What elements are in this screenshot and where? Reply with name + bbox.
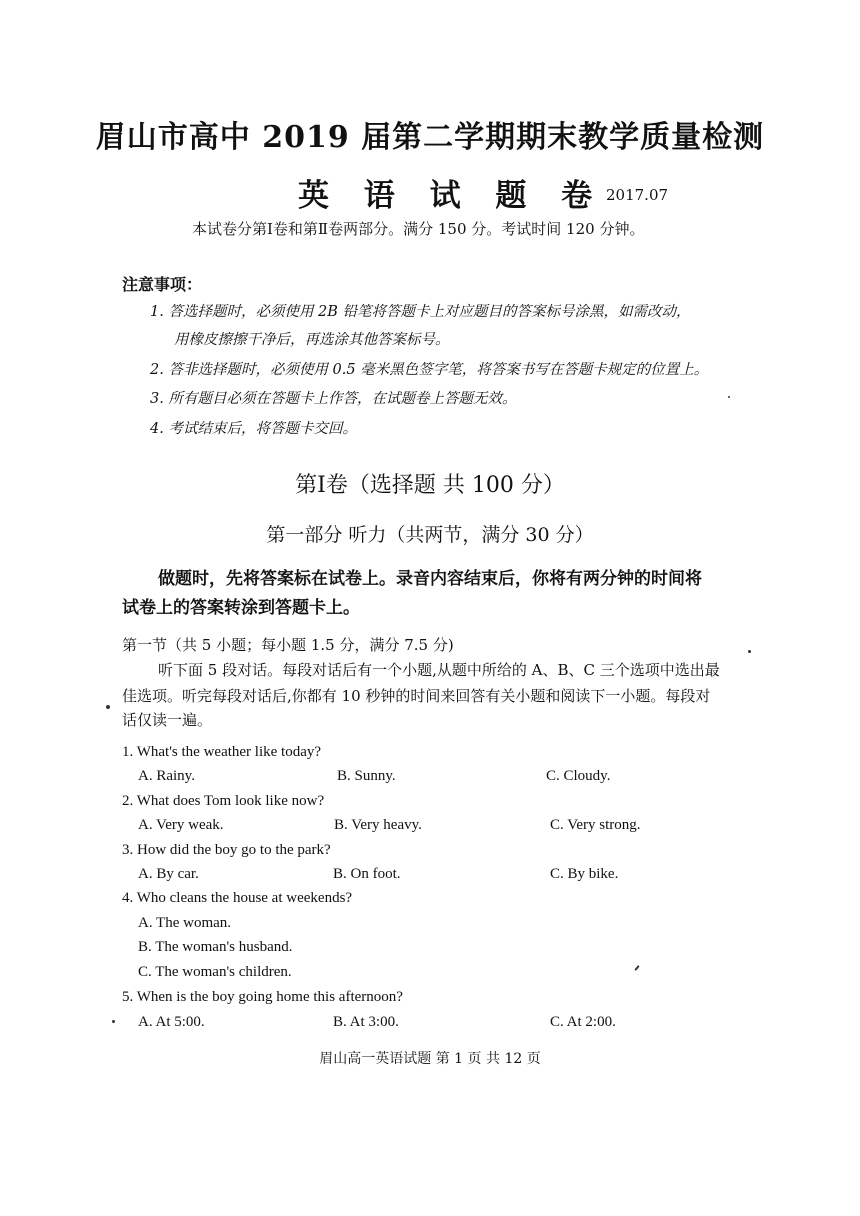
option-a: A. Very weak.	[138, 817, 224, 833]
option-b: B. At 3:00.	[333, 1014, 399, 1030]
question-text: 5. When is the boy going home this afternoon?	[122, 989, 403, 1005]
option-b: B. On foot.	[333, 866, 401, 882]
option-b: B. The woman's husband.	[138, 939, 293, 955]
option-c: C. The woman's children.	[138, 964, 292, 980]
question-text: 3. How did the boy go to the park?	[122, 842, 331, 858]
option-a: A. By car.	[138, 866, 199, 882]
option-a: A. The woman.	[138, 915, 232, 931]
section-heading: 第一节（共 5 小题；每小题 1.5 分，满分 7.5 分)	[122, 636, 454, 654]
question-text: 4. Who cleans the house at weekends?	[122, 890, 353, 906]
scan-speck	[728, 396, 730, 398]
option-c: C. By bike.	[550, 866, 619, 882]
section-paragraph-line: 听下面 5 段对话。每段对话后有一个小题,从题中所给的 A、B、C 三个选项中选出最	[158, 661, 720, 679]
option-b: B. Very heavy.	[334, 817, 422, 833]
exam-date: 2017.07	[606, 186, 669, 204]
notice-item: 2. 答非选择题时，必须使用 0.5 毫米黑色签字笔，将答案书写在答题卡规定的位置上。	[150, 362, 709, 378]
exam-title: 眉山市高中 2019 届第二学期期末教学质量检测	[95, 120, 765, 155]
part-title: 第一部分 听力（共两节，满分 30 分）	[266, 524, 594, 546]
section-paragraph-line: 话仅读一遍。	[122, 711, 213, 729]
notice-item: 1. 答选择题时，必须使用 2B 铅笔将答题卡上对应题目的答案标号涂黑，如需改动，	[150, 304, 691, 320]
instruction-line: 试卷上的答案转涂到答题卡上。	[122, 598, 360, 618]
option-a: A. Rainy.	[138, 768, 195, 784]
question-text: 1. What's the weather like today?	[122, 744, 322, 760]
scan-speck	[112, 1020, 115, 1023]
exam-subtitle: 英 语 试 题 卷	[298, 178, 605, 214]
notice-item-continued: 用橡皮擦擦干净后，再选涂其他答案标号。	[174, 332, 450, 348]
option-c: C. At 2:00.	[550, 1014, 616, 1030]
option-c: C. Cloudy.	[546, 768, 611, 784]
scan-speck	[748, 650, 751, 653]
instruction-line: 做题时，先将答案标在试卷上。录音内容结束后，你将有两分钟的时间将	[158, 569, 702, 589]
notice-item: 3. 所有题目必须在答题卡上作答，在试题卷上答题无效。	[150, 391, 517, 407]
notice-item: 4. 考试结束后，将答题卡交回。	[150, 421, 357, 437]
notice-heading: 注意事项：	[122, 275, 203, 294]
option-c: C. Very strong.	[550, 817, 641, 833]
section-paragraph-line: 佳选项。听完每段对话后,你都有 10 秒钟的时间来回答有关小题和阅读下一小题。每段对	[122, 687, 711, 705]
question-text: 2. What does Tom look like now?	[122, 793, 325, 809]
volume-title: 第Ⅰ卷（选择题 共 100 分）	[295, 473, 565, 498]
scan-speck	[106, 705, 110, 709]
option-a: A. At 5:00.	[138, 1014, 205, 1030]
exam-intro: 本试卷分第Ⅰ卷和第Ⅱ卷两部分。满分 150 分。考试时间 120 分钟。	[192, 220, 645, 238]
scan-speck	[634, 965, 639, 971]
option-b: B. Sunny.	[337, 768, 396, 784]
page-footer: 眉山高一英语试题 第 1 页 共 12 页	[319, 1051, 541, 1067]
